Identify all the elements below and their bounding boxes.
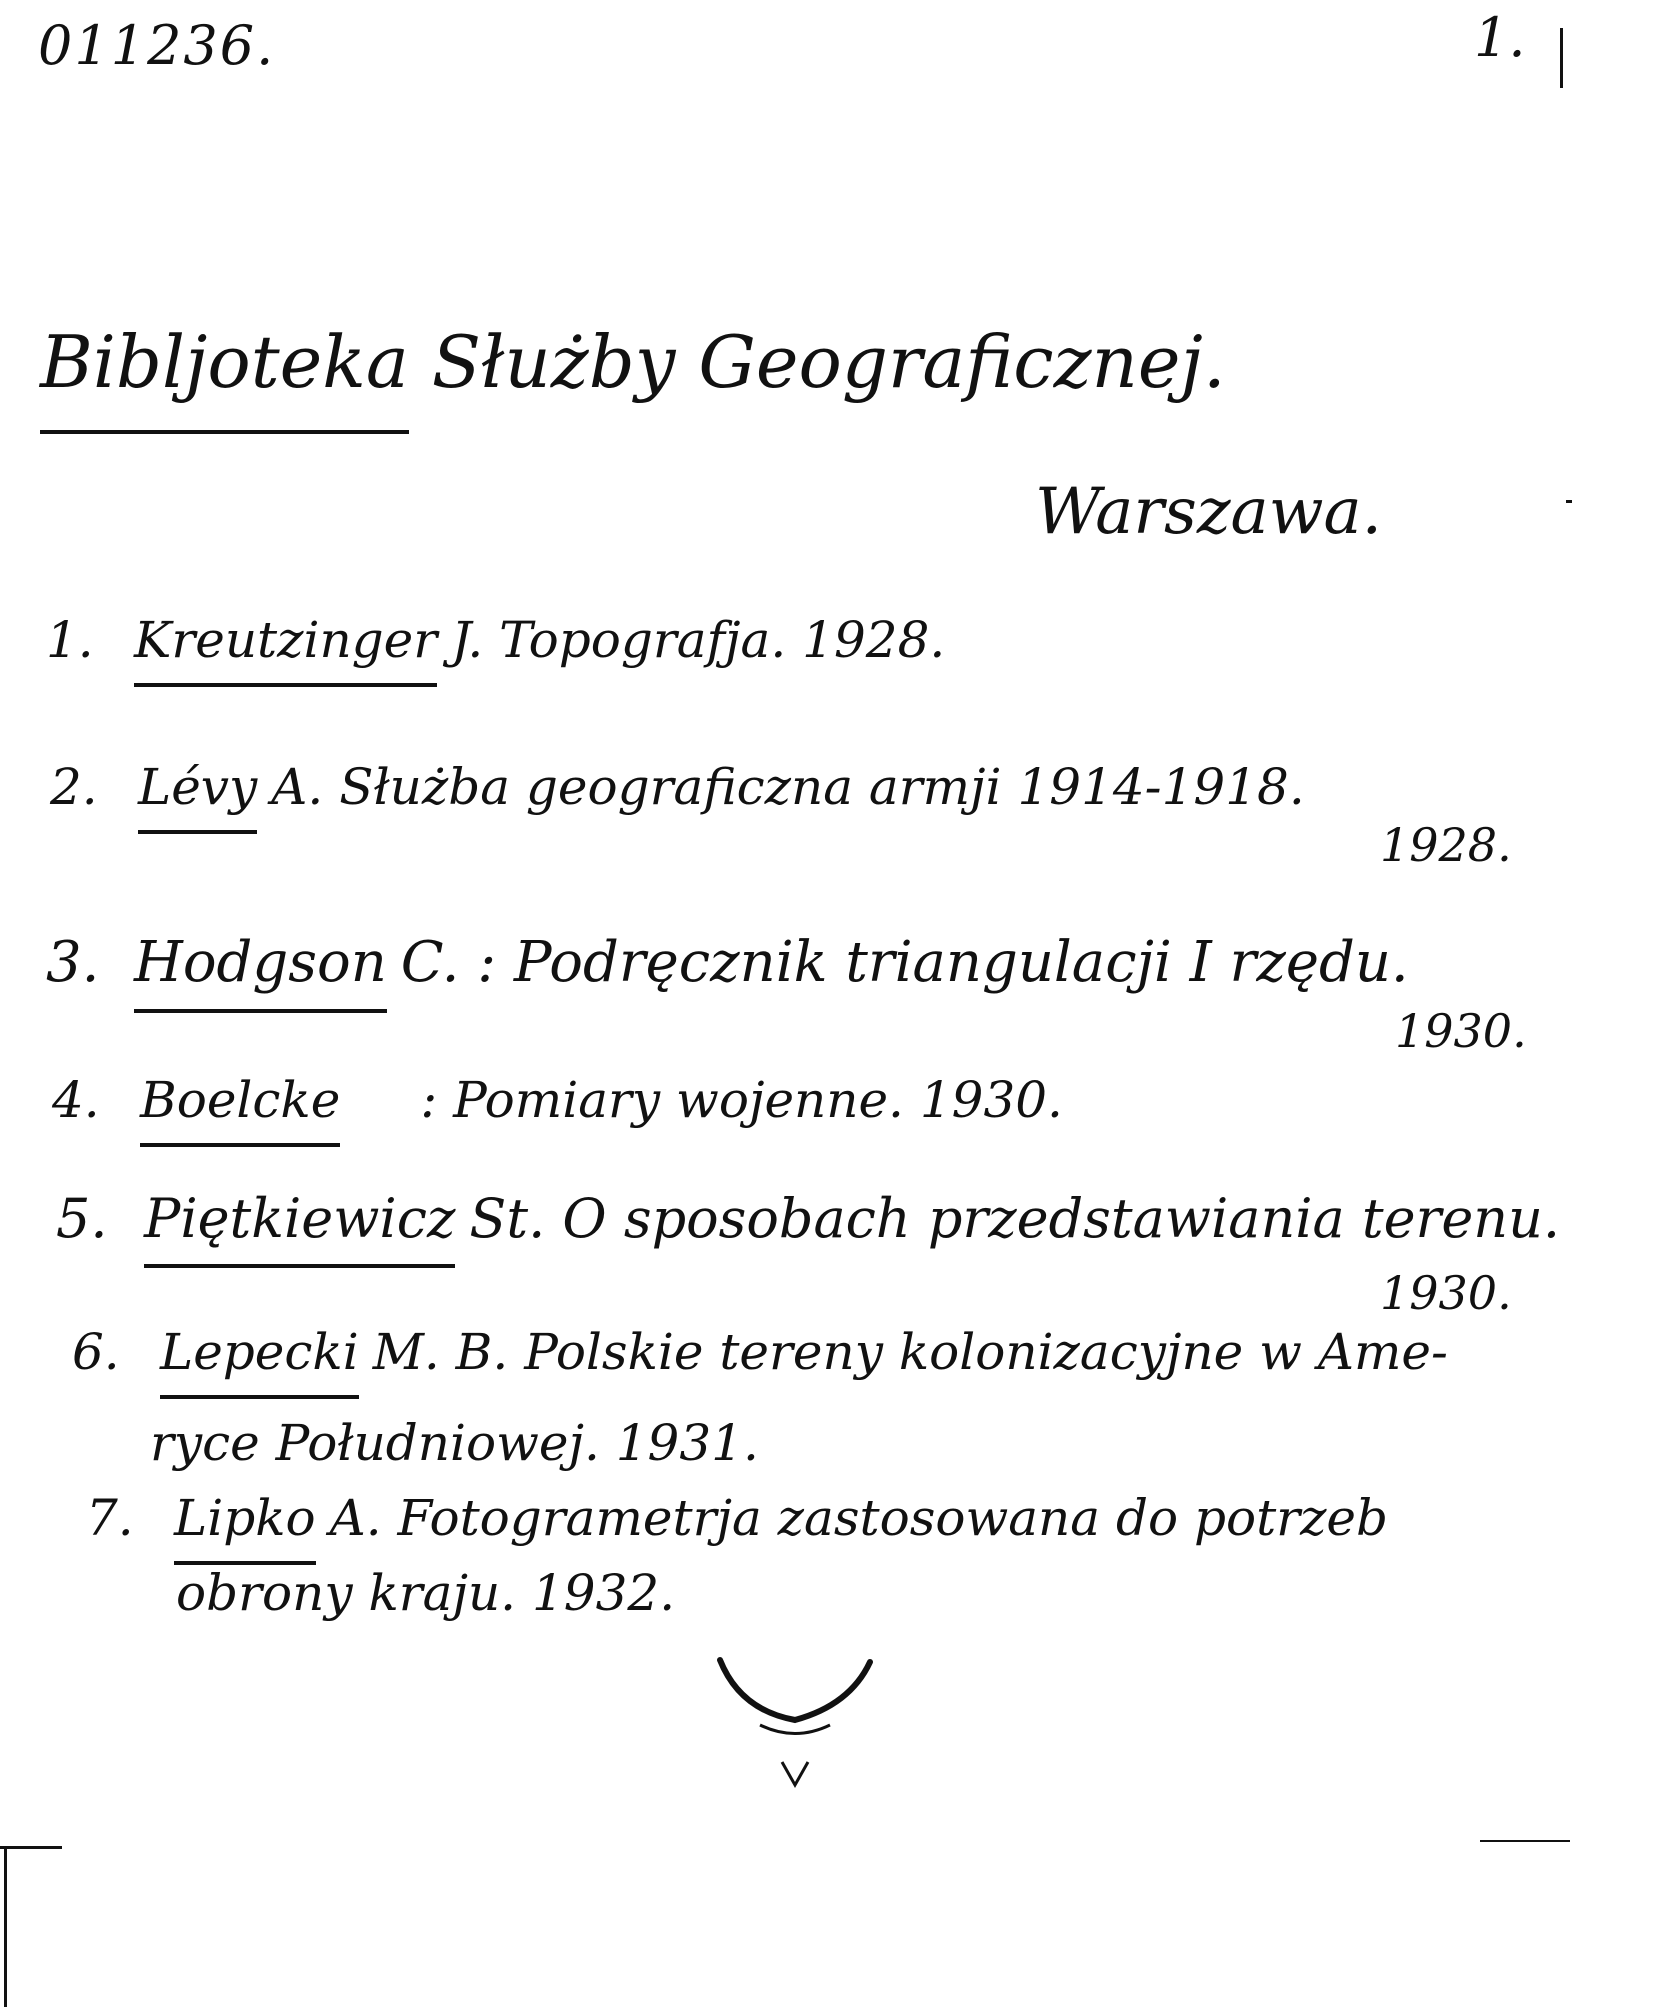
list-item-author: Kreutzinger <box>134 611 437 687</box>
list-item-text: A. Fotogrametrja zastosowana do potrzeb <box>329 1489 1389 1547</box>
list-item-author: Lipko <box>174 1489 316 1565</box>
list-item-number: 5. <box>56 1187 108 1250</box>
title-underlined-word: Bibljoteka <box>40 320 409 434</box>
list-item-author: Hodgson <box>134 930 387 1013</box>
list-item <box>46 611 946 669</box>
list-item-author: Piętkiewicz <box>144 1187 455 1268</box>
list-item-author: Boelcke <box>140 1071 340 1147</box>
list-item-number: 2. <box>50 758 98 816</box>
scan-edge-mark <box>4 1848 7 2007</box>
list-item <box>86 1489 1389 1547</box>
document-number: 011236. <box>38 14 276 77</box>
page-number: 1. <box>1474 6 1526 69</box>
list-item-text: C. : Podręcznik triangulacji I rzędu. <box>400 930 1409 995</box>
closing-mark-icon <box>700 1650 880 1790</box>
list-item <box>50 758 1305 816</box>
list-item-number: 3. <box>46 930 100 995</box>
list-item-text: St. O sposobach przedstawiania terenu. <box>469 1187 1561 1250</box>
list-item-number: 6. <box>72 1323 120 1381</box>
list-item <box>52 1071 1063 1129</box>
list-item <box>56 1187 1561 1250</box>
scan-edge-mark <box>1566 500 1572 503</box>
list-item-number: 1. <box>46 611 94 669</box>
list-item-number: 7. <box>86 1489 134 1547</box>
list-item-continuation: ryce Południowej. 1931. <box>150 1414 759 1472</box>
document-title <box>40 320 1226 404</box>
list-item <box>72 1323 1448 1381</box>
list-item-text: J. Topografja. 1928. <box>451 611 946 669</box>
list-item-author: Lévy <box>138 758 257 834</box>
list-item-text: : Pomiary wojenne. 1930. <box>420 1071 1063 1129</box>
list-item-number: 4. <box>52 1071 100 1129</box>
scan-edge-mark <box>1560 28 1563 88</box>
title-rest: Służby Geograficznej. <box>431 320 1226 404</box>
list-item-continuation: 1930. <box>1380 1266 1512 1320</box>
scan-edge-mark <box>1480 1840 1570 1842</box>
list-item-text: A. Służba geograficzna armji 1914-1918. <box>271 758 1305 816</box>
list-item-continuation: obrony kraju. 1932. <box>176 1564 676 1622</box>
list-item-continuation: 1928. <box>1380 818 1512 872</box>
list-item-continuation: 1930. <box>1395 1004 1527 1058</box>
list-item-author: Lepecki <box>160 1323 359 1399</box>
list-item-text: M. B. Polskie tereny kolonizacyjne w Ame- <box>372 1323 1448 1381</box>
list-item <box>46 930 1409 995</box>
title-city: Warszawa. <box>1035 475 1382 549</box>
scan-edge-mark <box>0 1846 62 1849</box>
